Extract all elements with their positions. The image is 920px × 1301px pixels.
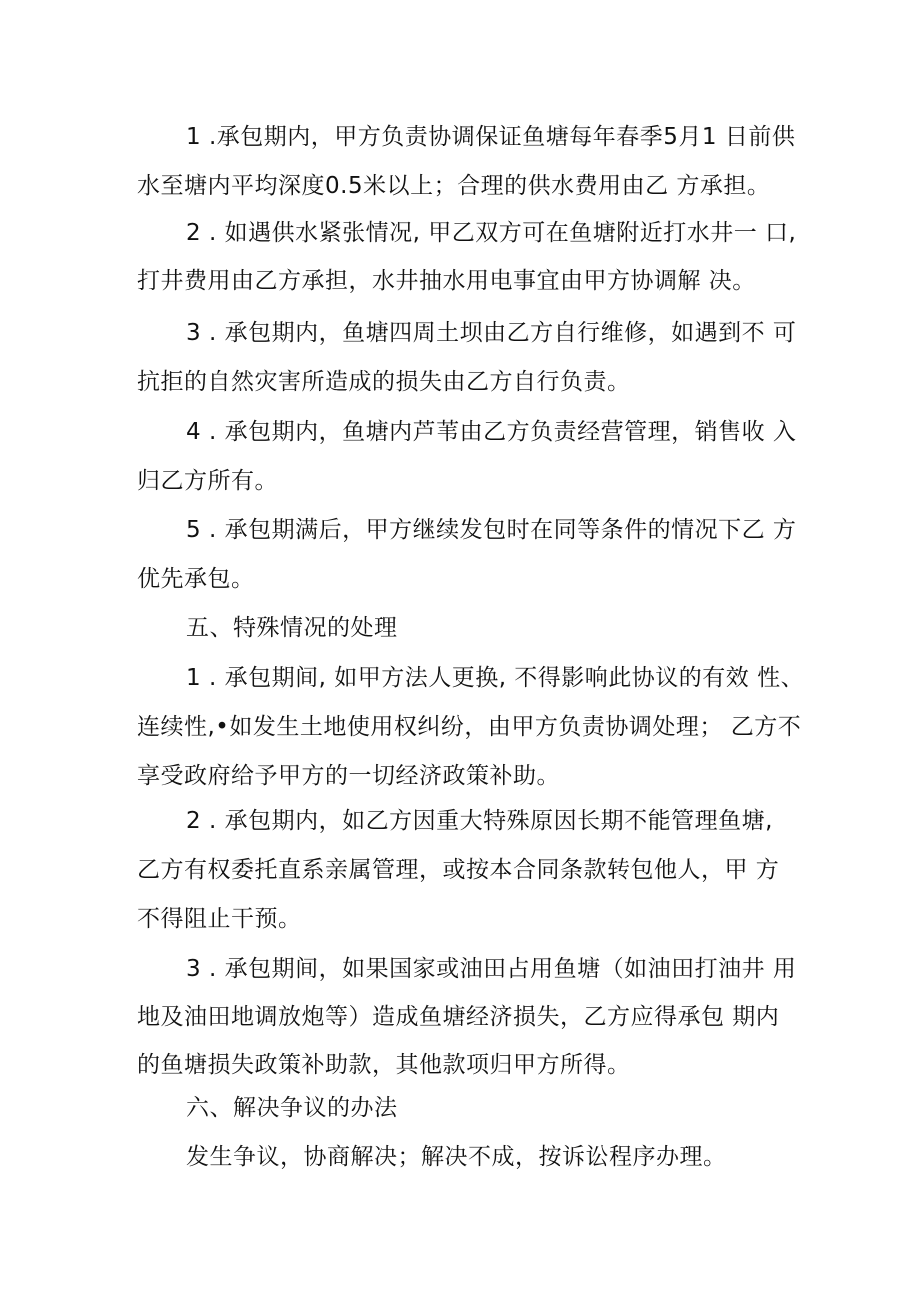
section-6-heading: 六、解决争议的办法 — [186, 1095, 398, 1121]
clause-5-3-line-2: 地及油田地调放炮等）造成鱼塘经济损失，乙方应得承包 期内 — [137, 1004, 780, 1030]
clause-4-5-line-1: 5 . 承包期满后，甲方继续发包时在同等条件的情况下乙 方 — [186, 517, 797, 543]
clause-4-3-line-1: 3 . 承包期内，鱼塘四周土坝由乙方自行维修，如遇到不 可 — [186, 320, 797, 346]
clause-5-2-line-3: 不得阻止干预。 — [137, 906, 302, 932]
clause-4-2-line-1: 2 . 如遇供水紧张情况, 甲乙双方可在鱼塘附近打水井一 口, — [186, 220, 797, 246]
clause-5-1-line-2: 连续性,•如发生土地使用权纠纷，由甲方负责协调处理； 乙方不 — [137, 714, 802, 740]
clause-4-4-line-2: 归乙方所有。 — [137, 468, 278, 494]
clause-4-2-line-2: 打井费用由乙方承担，水井抽水用电事宜由甲方协调解 决。 — [137, 268, 756, 294]
clause-4-1-line-1: 1 .承包期内，甲方负责协调保证鱼塘每年春季5月1 日前供 — [186, 124, 796, 150]
clause-5-3-line-3: 的鱼塘损失政策补助款，其他款项归甲方所得。 — [137, 1052, 631, 1078]
clause-4-4-line-1: 4 . 承包期内，鱼塘内芦苇由乙方负责经营管理，销售收 入 — [186, 419, 797, 445]
clause-5-1-line-3: 享受政府给予甲方的一切经济政策补助。 — [137, 763, 560, 789]
clause-4-5-line-2: 优先承包。 — [137, 566, 255, 592]
clause-4-1-line-2: 水至塘内平均深度0.5米以上；合理的供水费用由乙 方承担。 — [137, 173, 771, 199]
section-5-heading: 五、特殊情况的处理 — [186, 615, 398, 641]
clause-5-3-line-1: 3 . 承包期间，如果国家或油田占用鱼塘（如油田打油井 用 — [186, 956, 797, 982]
clause-5-1-line-1: 1 . 承包期间, 如甲方法人更换, 不得影响此协议的有效 性、 — [186, 665, 805, 691]
section-6-body: 发生争议，协商解决；解决不成，按诉讼程序办理。 — [186, 1144, 727, 1170]
clause-4-3-line-2: 抗拒的自然灾害所造成的损失由乙方自行负责。 — [137, 369, 631, 395]
clause-5-2-line-1: 2 . 承包期内，如乙方因重大特殊原因长期不能管理鱼塘, — [186, 808, 773, 834]
clause-5-2-line-2: 乙方有权委托直系亲属管理，或按本合同条款转包他人，甲 方 — [137, 857, 780, 883]
